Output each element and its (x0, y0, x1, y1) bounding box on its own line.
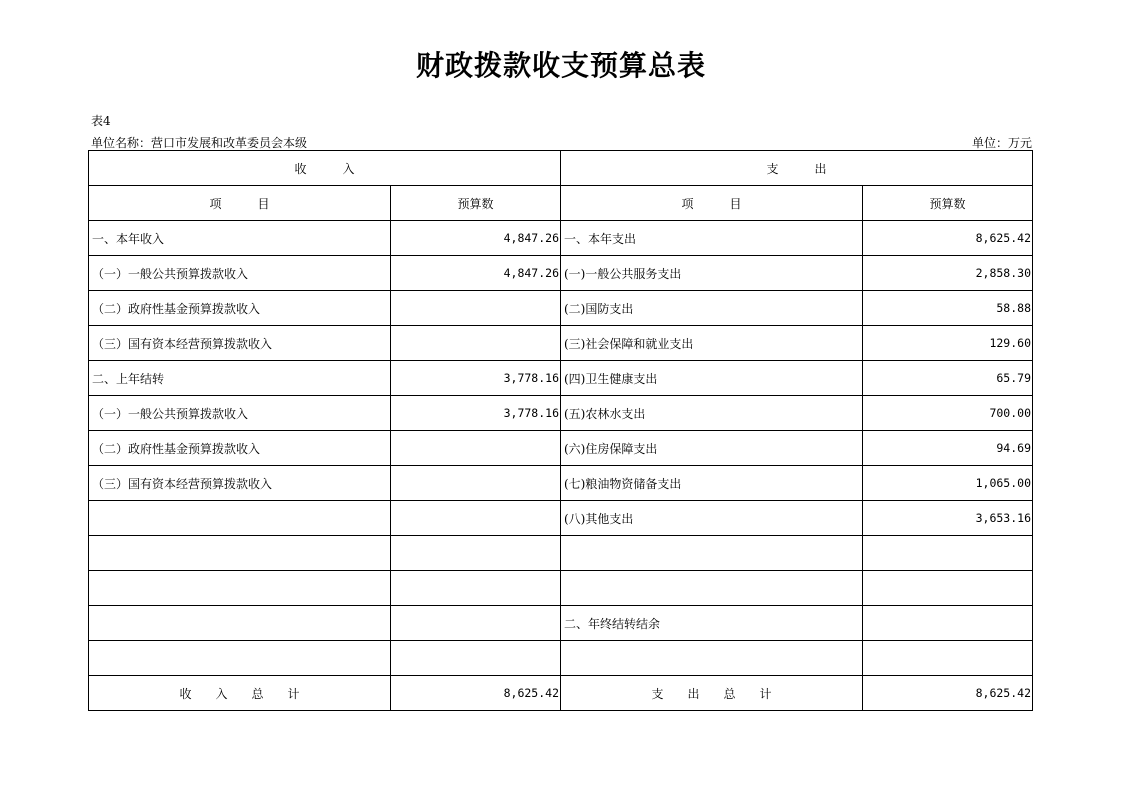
expense-value-cell (863, 571, 1033, 606)
income-value-cell (391, 606, 561, 641)
table-row (89, 361, 1033, 396)
income-item-cell: （二）政府性基金预算拨款收入 (89, 431, 391, 466)
table-number: 表4 (91, 114, 111, 128)
income-item-cell (89, 571, 391, 606)
expense-item-cell: (三)社会保障和就业支出 (561, 326, 863, 361)
income-value-cell (391, 571, 561, 606)
income-value-cell (391, 536, 561, 571)
data-rows (89, 221, 1033, 676)
income-item-cell (89, 606, 391, 641)
expense-value-cell: 3,653.16 (863, 501, 1033, 536)
income-item-cell: （三）国有资本经营预算拨款收入 (89, 326, 391, 361)
income-value-cell: 3,778.16 (391, 361, 561, 396)
unit-label: 单位：万元 (971, 136, 1032, 150)
expense-value-cell (863, 606, 1033, 641)
expense-total-label: 支 出 总 计 (561, 676, 863, 711)
income-value-cell (391, 641, 561, 676)
expense-item-cell: (五)农林水支出 (561, 396, 863, 431)
expense-value-cell: 129.60 (863, 326, 1033, 361)
page-title: 财政拨款收支预算总表 (415, 49, 706, 82)
expense-value-cell: 65.79 (863, 361, 1033, 396)
column-header-row (89, 186, 1033, 221)
income-value-cell: 4,847.26 (391, 256, 561, 291)
expense-item-cell: 一、本年支出 (561, 221, 863, 256)
expense-item-cell (561, 571, 863, 606)
expense-item-cell: (八)其他支出 (561, 501, 863, 536)
income-item-cell: （一）一般公共预算拨款收入 (89, 396, 391, 431)
unit-name: 单位名称：营口市发展和改革委员会本级 (91, 136, 308, 150)
table-row (89, 641, 1033, 676)
expense-item-cell: (一)一般公共服务支出 (561, 256, 863, 291)
expense-value-cell: 1,065.00 (863, 466, 1033, 501)
expense-total-value: 8,625.42 (863, 676, 1033, 711)
expense-value-cell: 8,625.42 (863, 221, 1033, 256)
income-value-cell (391, 291, 561, 326)
expense-value-cell: 94.69 (863, 431, 1033, 466)
table-row (89, 501, 1033, 536)
expense-value-cell: 2,858.30 (863, 256, 1033, 291)
income-value-cell: 4,847.26 (391, 221, 561, 256)
table-row (89, 606, 1033, 641)
expense-value-cell (863, 536, 1033, 571)
income-total-value: 8,625.42 (391, 676, 561, 711)
expense-value-cell: 58.88 (863, 291, 1033, 326)
table-row (89, 326, 1033, 361)
income-value-cell (391, 501, 561, 536)
table-row (89, 256, 1033, 291)
expense-item-cell: (七)粮油物资储备支出 (561, 466, 863, 501)
income-item-header: 项 目 (89, 186, 391, 221)
income-budget-header: 预算数 (391, 186, 561, 221)
table-row (89, 536, 1033, 571)
income-value-cell: 3,778.16 (391, 396, 561, 431)
expense-item-cell: (六)住房保障支出 (561, 431, 863, 466)
table-row (89, 571, 1033, 606)
income-item-cell: （三）国有资本经营预算拨款收入 (89, 466, 391, 501)
income-item-cell (89, 501, 391, 536)
income-value-cell (391, 326, 561, 361)
expense-item-header: 项 目 (561, 186, 863, 221)
table-row (89, 291, 1033, 326)
income-value-cell (391, 431, 561, 466)
expense-item-cell: 二、年终结转结余 (561, 606, 863, 641)
expense-item-cell (561, 641, 863, 676)
income-item-cell (89, 536, 391, 571)
totals-row (89, 676, 1033, 711)
expense-value-cell (863, 641, 1033, 676)
income-section-header: 收 入 (89, 151, 561, 186)
table-row (89, 431, 1033, 466)
table-row (89, 466, 1033, 501)
income-item-cell (89, 641, 391, 676)
section-header-row (89, 151, 1033, 186)
table-row (89, 396, 1033, 431)
income-item-cell: （二）政府性基金预算拨款收入 (89, 291, 391, 326)
income-item-cell: 一、本年收入 (89, 221, 391, 256)
expense-item-cell (561, 536, 863, 571)
budget-table (88, 150, 1033, 711)
expense-section-header: 支 出 (561, 151, 1033, 186)
expense-item-cell: (四)卫生健康支出 (561, 361, 863, 396)
expense-budget-header: 预算数 (863, 186, 1033, 221)
income-item-cell: （一）一般公共预算拨款收入 (89, 256, 391, 291)
income-value-cell (391, 466, 561, 501)
expense-value-cell: 700.00 (863, 396, 1033, 431)
income-item-cell: 二、上年结转 (89, 361, 391, 396)
table-row (89, 221, 1033, 256)
income-total-label: 收 入 总 计 (89, 676, 391, 711)
expense-item-cell: (二)国防支出 (561, 291, 863, 326)
